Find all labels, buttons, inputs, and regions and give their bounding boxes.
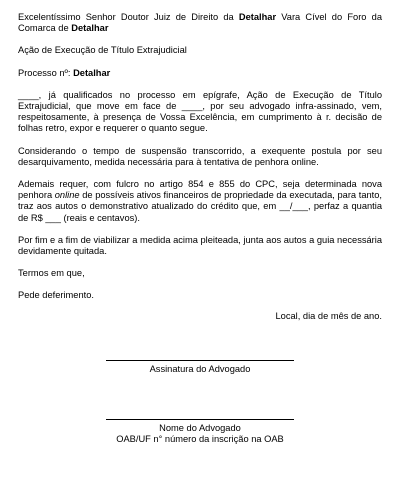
signature-line (106, 360, 294, 361)
addressee-salutation (18, 12, 382, 34)
process-number (18, 68, 382, 79)
lawyer-identification-block (0, 419, 400, 445)
process-label: Processo nº: (18, 67, 74, 78)
paragraph-fee-receipt: Por fim e a fim de viabilizar a medida acima pleiteada, junta aos autos a guia necessária devidamente quitada. (18, 234, 382, 257)
paragraph-intro: ____, já qualificados no processo em epígrafe, Ação de Execução de Título Extrajudicial, que move em face de ____, por seu advogado infra-assinado, vem, respeitosamente, à presença de Vossa Excelência, em cumprimento à r. decisão de folhas retro, expor e requerer o quanto segue. (18, 89, 382, 134)
closing-terms: Termos em que, (18, 268, 85, 279)
case-subject: Ação de Execução de Título Extrajudicial (18, 45, 187, 56)
salutation-text-mid: Vara Cível do Foro da Comarca de (18, 12, 382, 34)
name-line (106, 419, 294, 420)
district-placeholder: Detalhar (71, 23, 109, 34)
court-placeholder: Detalhar (238, 12, 277, 22)
lawyer-name-label: Nome do Advogado (159, 423, 241, 433)
oab-number-label: OAB/UF n° número da inscrição na OAB (116, 434, 284, 445)
paragraph-seizure-request (18, 179, 382, 224)
paragraph-unarchive: Considerando o tempo de suspensão transcorrido, a exequente postula por seu desarquivamento, medida necessária para à tentativa de penhora online. (18, 145, 382, 167)
process-value: Detalhar (73, 67, 111, 78)
place-date: Local, dia de mês de ano. (275, 310, 382, 321)
salutation-text: Excelentíssimo Senhor Doutor Juiz de Direito da (18, 12, 239, 22)
online-term: online (54, 190, 80, 201)
signature-label: Assinatura do Advogado (149, 364, 251, 374)
signature-block (0, 360, 400, 375)
closing-request: Pede deferimento. (18, 290, 94, 301)
seizure-text-post: de possíveis ativos financeiros de propriedade da executada, para tanto, traz aos autos o demonstrativo atualizado do crédito que, em __/___, perfaz a quantia de R$ ___ (reais e centavos). (18, 190, 383, 223)
seizure-text-pre: Ademais requer, com fulcro no artigo 854 e 855 do CPC, seja determinada nova penhora (18, 179, 382, 201)
